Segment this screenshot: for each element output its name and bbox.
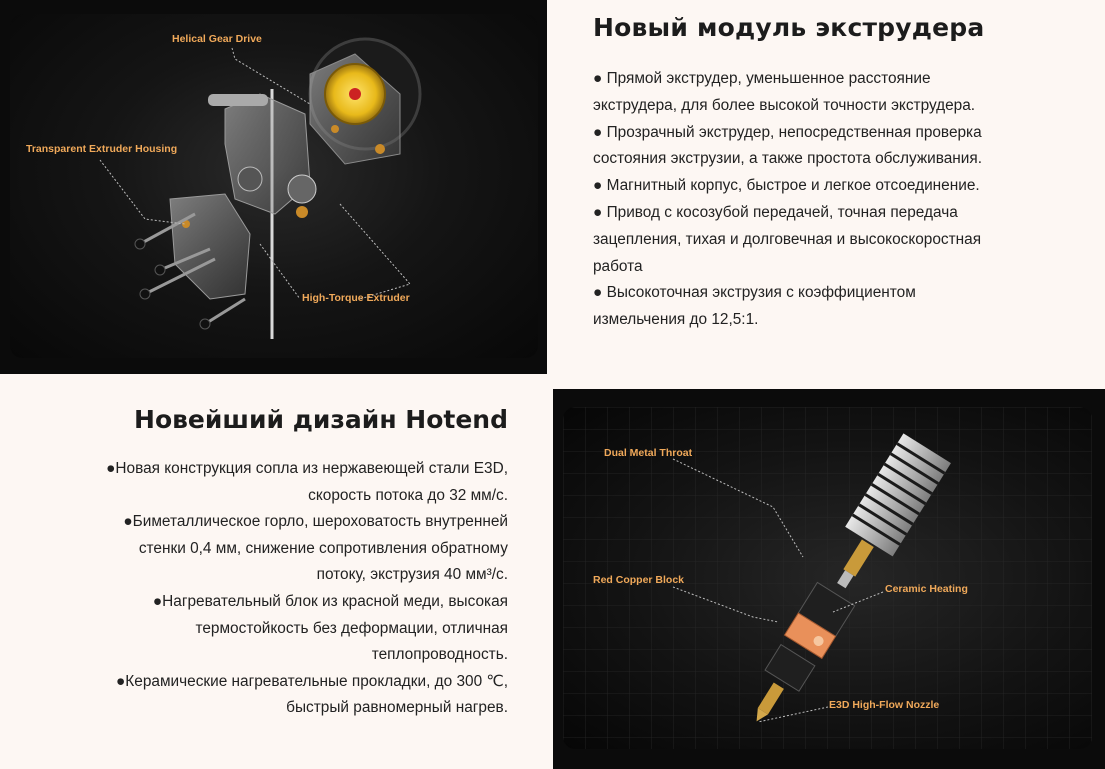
- extruder-line: работа: [593, 257, 643, 275]
- extruder-description: [593, 66, 1073, 334]
- hotend-line: ●Нагревательный блок из красной меди, высокая: [152, 592, 508, 610]
- hotend-line: теплопроводность.: [371, 646, 508, 664]
- extruder-line: измельчения до 12,5:1.: [593, 311, 759, 329]
- hotend-line: быстрый равномерный нагрев.: [286, 699, 508, 717]
- extruder-text-panel: [555, 0, 1105, 374]
- callout-dual-metal-throat: Dual Metal Throat: [604, 447, 693, 459]
- callout-ceramic-heating: Ceramic Heating: [885, 583, 968, 595]
- hotend-line: стенки 0,4 мм, снижение сопротивления обратному: [138, 539, 508, 557]
- hotend-description: [38, 456, 508, 722]
- extruder-line: ● Прямой экструдер, уменьшенное расстояние: [593, 70, 931, 87]
- hotend-image-panel: [553, 389, 1105, 769]
- extruder-line: ● Привод с косозубой передачей, точная передача: [593, 203, 958, 221]
- hotend-image: [563, 407, 1092, 749]
- hotend-line: ●Керамические нагревательные прокладки, до 300 ℃,: [116, 672, 508, 690]
- extruder-illustration: [10, 14, 538, 358]
- hotend-line: термостойкость без деформации, отличная: [195, 619, 508, 637]
- extruder-line: экструдера, для более высокой точности экструдера.: [593, 96, 976, 114]
- extruder-line: ● Высокоточная экструзия с коэффициентом: [593, 284, 916, 302]
- hotend-line: ●Биметаллическое горло, шероховатость внутренней: [123, 513, 508, 531]
- callout-e3d-nozzle: E3D High-Flow Nozzle: [829, 699, 940, 711]
- hotend-line: потоку, экструзия 40 мм³/с.: [316, 566, 508, 584]
- extruder-line: ● Прозрачный экструдер, непосредственная проверка: [593, 123, 982, 141]
- extruder-title: Новый модуль экструдера: [593, 13, 985, 42]
- extruder-line: ● Магнитный корпус, быстрое и легкое отсоединение.: [593, 177, 980, 195]
- callout-transparent-housing: Transparent Extruder Housing: [26, 143, 178, 155]
- section-divider: [0, 374, 1105, 389]
- hotend-line: ●Новая конструкция сопла из нержавеющей стали E3D,: [106, 460, 508, 477]
- hotend-text-panel: [0, 389, 548, 769]
- extruder-image-panel: [0, 0, 547, 374]
- extruder-line: зацепления, тихая и долговечная и высокоскоростная: [593, 230, 982, 248]
- hotend-line: скорость потока до 32 мм/с.: [308, 486, 508, 504]
- callout-high-torque: High-Torque Extruder: [302, 292, 410, 304]
- hotend-title: Новейший дизайн Hotend: [134, 405, 508, 434]
- extruder-image: [10, 14, 538, 358]
- extruder-line: состояния экструзии, а также простота обслуживания.: [593, 150, 982, 168]
- callout-red-copper-block: Red Copper Block: [593, 574, 685, 586]
- callout-helical-gear: Helical Gear Drive: [172, 33, 262, 45]
